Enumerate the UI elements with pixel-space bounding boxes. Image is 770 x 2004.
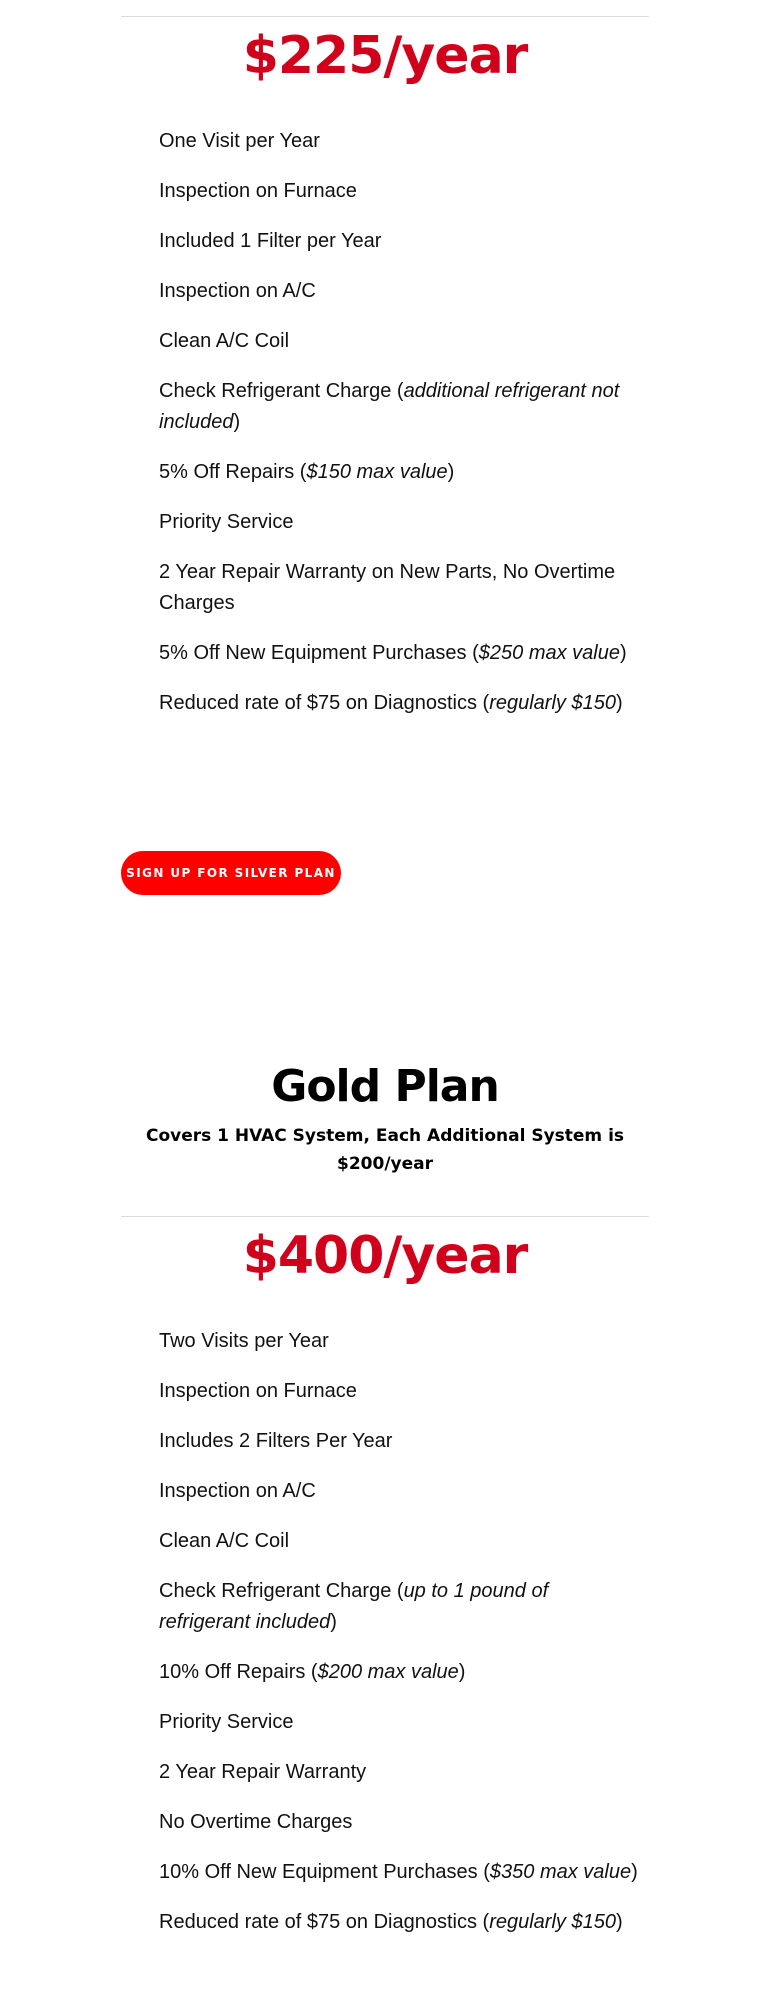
feature-closing: ) — [619, 642, 627, 664]
gold-feature-list — [159, 1326, 639, 1957]
gold-plan-subtitle: Covers 1 HVAC System, Each Additional System is $200/year — [145, 1126, 625, 1174]
feature-text: Reduced rate of $75 on Diagnostics ( — [159, 692, 490, 714]
feature-text: Two Visits per Year — [159, 1330, 329, 1352]
feature-item — [159, 638, 639, 669]
feature-closing: ) — [631, 1861, 638, 1883]
feature-text: Inspection on A/C — [159, 280, 316, 302]
feature-closing: ) — [458, 1661, 466, 1683]
feature-note: $250 max value — [478, 642, 620, 664]
feature-text: Inspection on A/C — [159, 1480, 316, 1502]
feature-text: Included 1 Filter per Year — [159, 230, 382, 252]
feature-item — [159, 1426, 639, 1457]
feature-text: Check Refrigerant Charge ( — [159, 380, 404, 402]
feature-item — [159, 557, 639, 619]
feature-text: Priority Service — [159, 511, 294, 533]
feature-text: 5% Off New Equipment Purchases ( — [159, 642, 479, 664]
feature-item — [159, 276, 639, 307]
feature-item — [159, 507, 639, 538]
feature-closing: ) — [447, 461, 455, 483]
feature-closing: ) — [233, 411, 241, 433]
feature-item — [159, 376, 639, 438]
feature-text: 2 Year Repair Warranty — [159, 1761, 367, 1783]
feature-item — [159, 1757, 639, 1788]
feature-item — [159, 1576, 639, 1638]
feature-item — [159, 1857, 639, 1888]
feature-item — [159, 1807, 639, 1838]
feature-note: up to 1 pound of refrigerant included — [159, 1580, 549, 1633]
sign-up-silver-button[interactable]: SIGN UP FOR SILVER PLAN — [121, 851, 341, 895]
feature-note: $200 max value — [317, 1661, 459, 1683]
gold-divider — [121, 1216, 649, 1217]
feature-item — [159, 1657, 639, 1688]
gold-price: $400/year — [242, 1226, 528, 1286]
feature-note: $350 max value — [489, 1861, 632, 1883]
feature-closing: ) — [615, 692, 623, 714]
feature-item — [159, 1526, 639, 1557]
silver-feature-list — [159, 126, 639, 738]
feature-item — [159, 1707, 639, 1738]
feature-text: One Visit per Year — [159, 130, 320, 152]
feature-text: Includes 2 Filters Per Year — [159, 1430, 393, 1452]
feature-note: additional refrigerant not included — [159, 380, 620, 433]
feature-text: 10% Off Repairs ( — [159, 1661, 318, 1683]
feature-item — [159, 457, 639, 488]
gold-plan-title: Gold Plan — [271, 1061, 499, 1112]
feature-text: No Overtime Charges — [159, 1811, 353, 1833]
feature-item — [159, 1907, 639, 1938]
feature-closing: ) — [615, 1911, 623, 1933]
feature-item — [159, 226, 639, 257]
feature-text: Check Refrigerant Charge ( — [159, 1580, 404, 1602]
feature-text: Priority Service — [159, 1711, 294, 1733]
silver-price: $225/year — [242, 26, 528, 86]
feature-item — [159, 1476, 639, 1507]
feature-item — [159, 326, 639, 357]
feature-text: 5% Off Repairs ( — [159, 461, 307, 483]
feature-note: $150 max value — [306, 461, 448, 483]
feature-item — [159, 176, 639, 207]
feature-item — [159, 688, 639, 719]
feature-closing: ) — [330, 1611, 337, 1633]
feature-text: Inspection on Furnace — [159, 180, 357, 202]
silver-divider — [121, 16, 649, 17]
feature-text: 10% Off New Equipment Purchases ( — [159, 1861, 490, 1883]
feature-text: Inspection on Furnace — [159, 1380, 357, 1402]
feature-item — [159, 1376, 639, 1407]
feature-item — [159, 1326, 639, 1357]
feature-text: Clean A/C Coil — [159, 330, 290, 352]
feature-item — [159, 126, 639, 157]
feature-note: regularly $150 — [489, 1911, 616, 1933]
feature-note: regularly $150 — [489, 692, 616, 714]
feature-text: Reduced rate of $75 on Diagnostics ( — [159, 1911, 490, 1933]
feature-text: Clean A/C Coil — [159, 1530, 290, 1552]
feature-text: 2 Year Repair Warranty on New Parts, No Overtime Charges — [159, 561, 616, 614]
